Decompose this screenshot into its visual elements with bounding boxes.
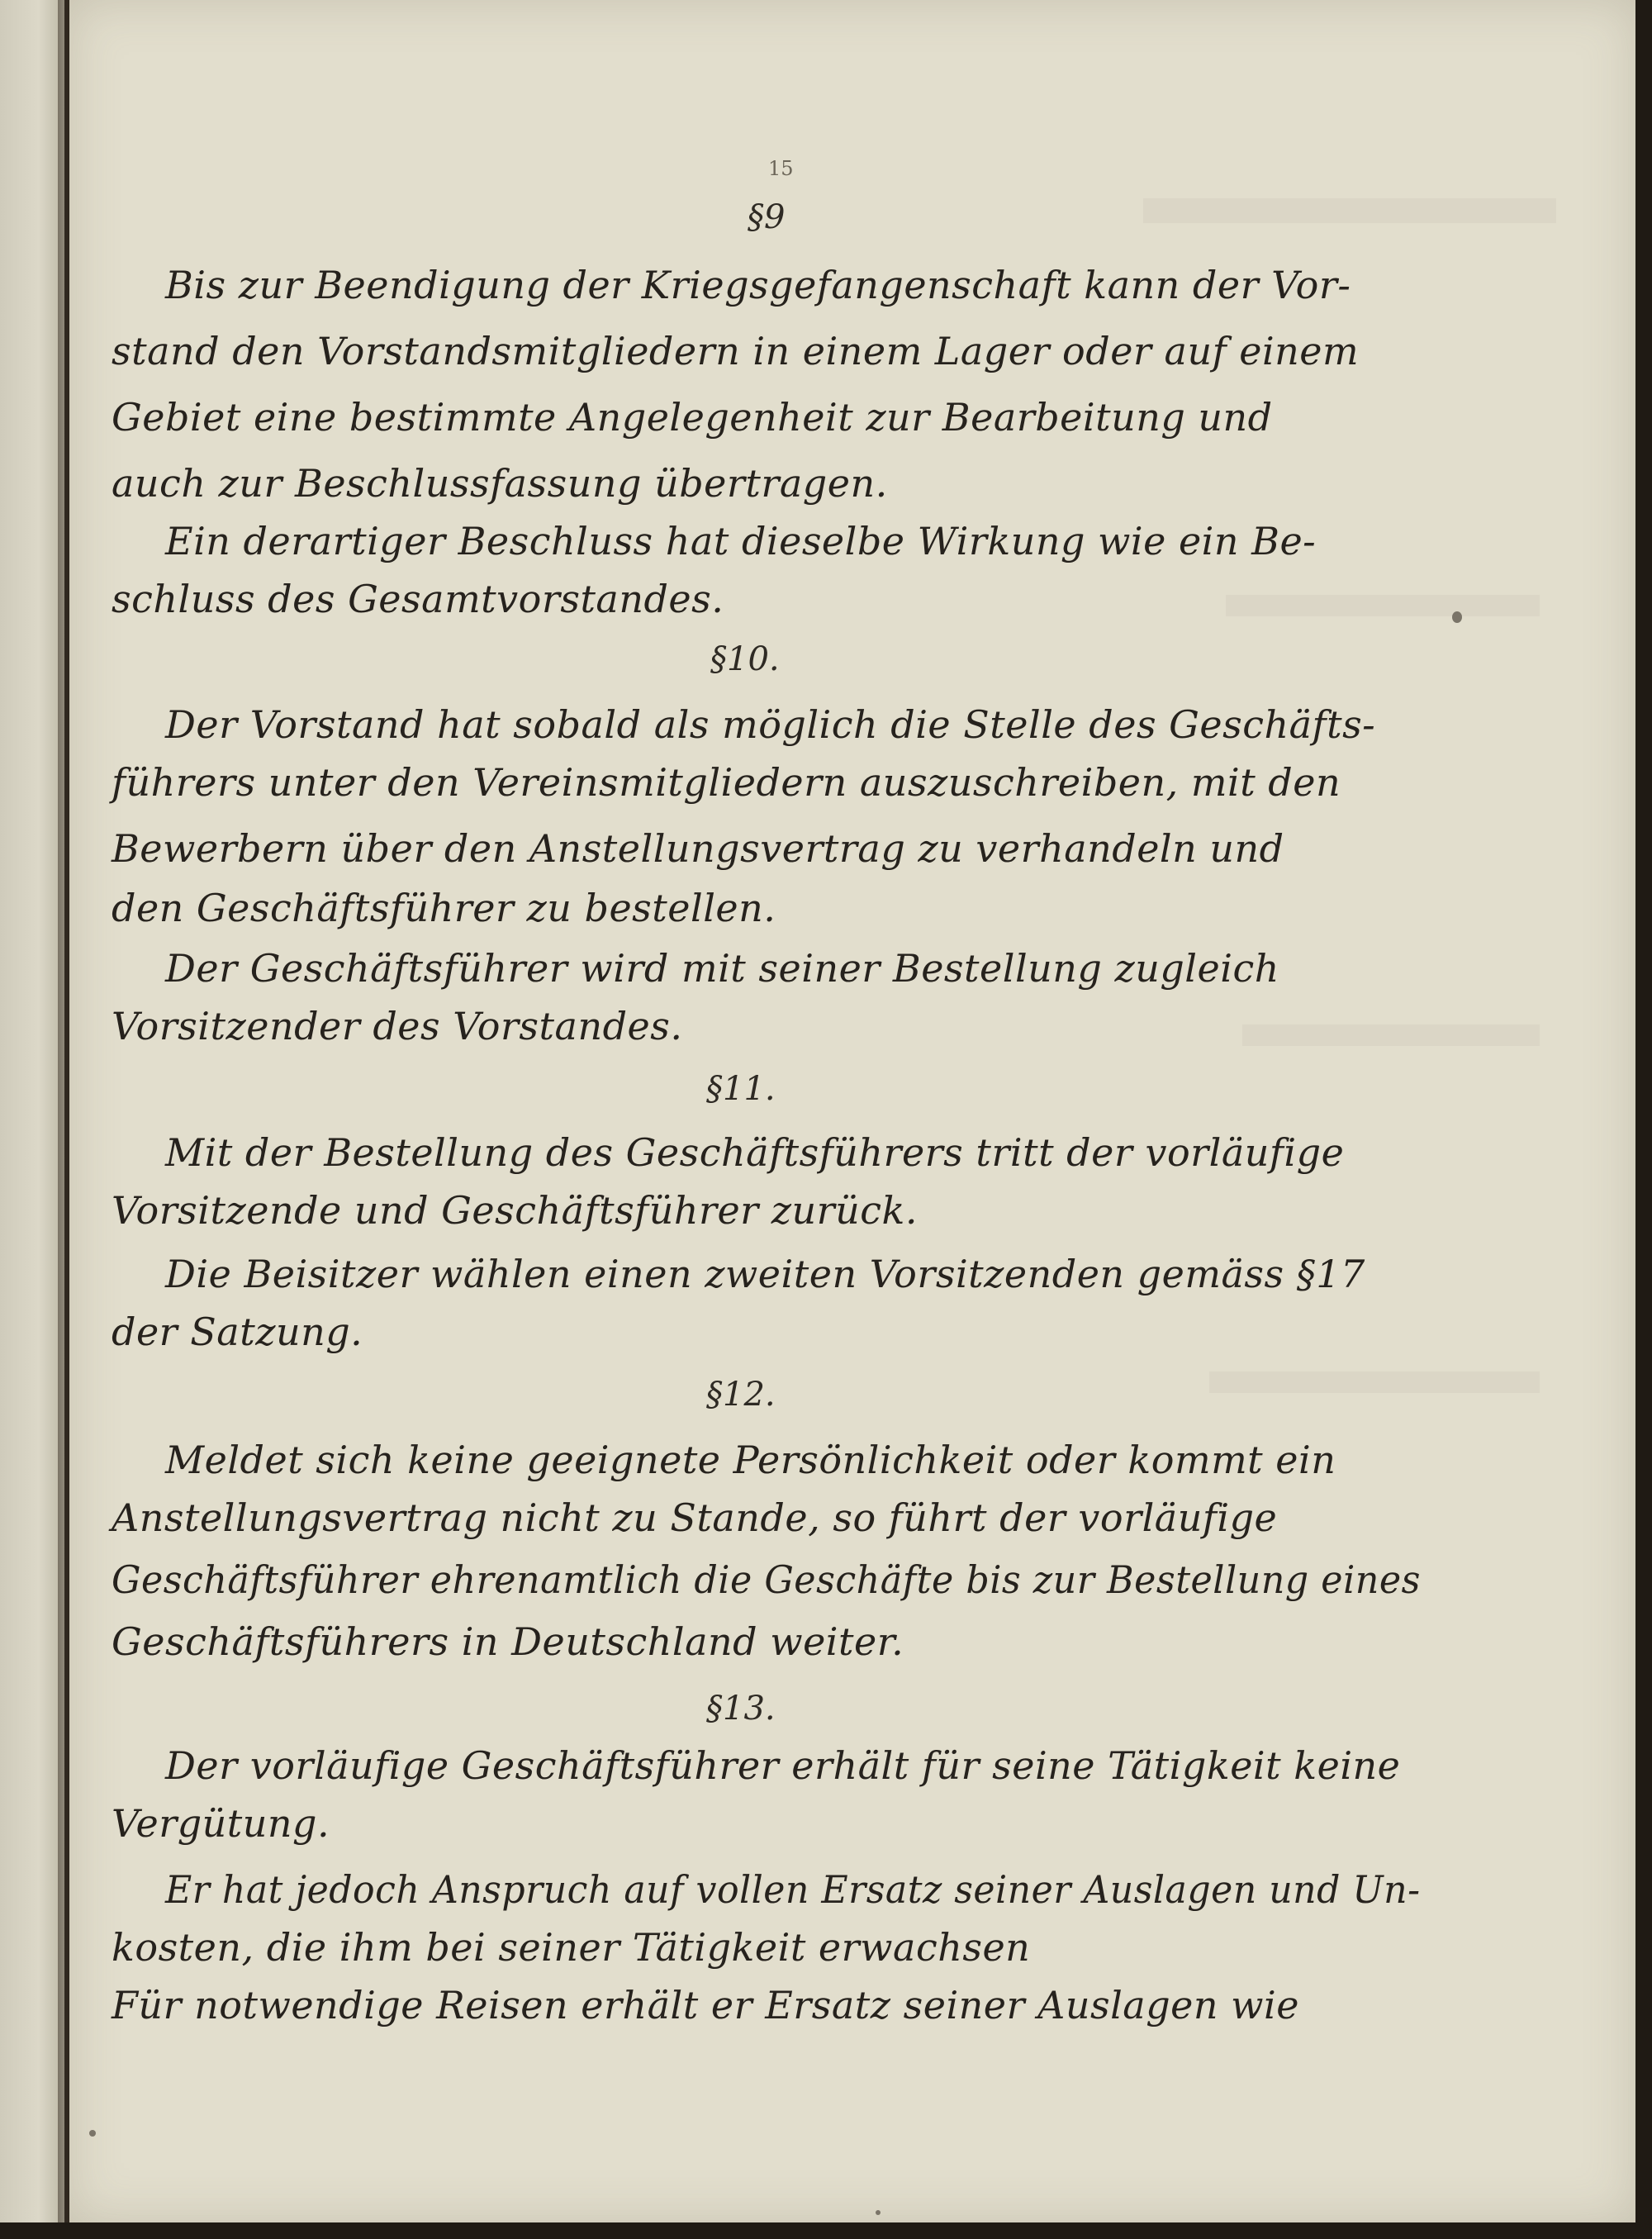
bleed-through-mark: [1209, 1371, 1540, 1393]
text-line: Geschäftsführer ehrenamtlich die Geschäfte bis zur Bestellung eines: [112, 1557, 1421, 1602]
page-number: 15: [768, 157, 794, 180]
bleed-through-mark: [1242, 1024, 1540, 1046]
text-line: Vorsitzende und Geschäftsführer zurück.: [112, 1188, 919, 1233]
text-line: Ein derartiger Beschluss hat dieselbe Wirkung wie ein Be-: [165, 519, 1317, 563]
ink-spot: [1452, 611, 1462, 623]
text-line: Vorsitzender des Vorstandes.: [112, 1004, 683, 1048]
ink-spot: [876, 2210, 881, 2215]
text-line: den Geschäftsführer zu bestellen.: [112, 886, 776, 930]
text-line: Bis zur Beendigung der Kriegsgefangenschaft kann der Vor-: [165, 263, 1351, 307]
text-line: Für notwendige Reisen erhält er Ersatz seiner Auslagen wie: [112, 1983, 1299, 2027]
text-line: Vergütung.: [112, 1801, 330, 1846]
text-line: Er hat jedoch Anspruch auf vollen Ersatz seiner Auslagen und Un-: [165, 1867, 1421, 1912]
bleed-through-mark: [1226, 595, 1540, 616]
text-line: Geschäftsführers in Deutschland weiter.: [112, 1619, 904, 1664]
text-line: auch zur Beschlussfassung übertragen.: [112, 461, 888, 506]
text-line: Der Vorstand hat sobald als möglich die Stelle des Geschäfts-: [165, 702, 1376, 747]
text-line: der Satzung.: [112, 1310, 363, 1354]
text-line: Gebiet eine bestimmte Angelegenheit zur Bearbeitung und: [112, 395, 1273, 440]
section-heading-11: §11.: [706, 1070, 776, 1108]
text-line: Der Geschäftsführer wird mit seiner Bestellung zugleich: [165, 946, 1279, 991]
scan-bottom-edge: [0, 2222, 1652, 2239]
section-heading-13: §13.: [706, 1690, 776, 1728]
bleed-through-mark: [1143, 198, 1556, 223]
text-line: Mit der Bestellung des Geschäftsführers tritt der vorläufige: [165, 1130, 1345, 1175]
text-line: Anstellungsvertrag nicht zu Stande, so führt der vorläufige: [112, 1495, 1278, 1540]
text-line: Der vorläufige Geschäftsführer erhält für seine Tätigkeit keine: [165, 1743, 1401, 1788]
section-heading-12: §12.: [706, 1376, 776, 1414]
text-line: Meldet sich keine geeignete Persönlichkeit oder kommt ein: [165, 1438, 1336, 1482]
text-line: Bewerbern über den Anstellungsvertrag zu verhandeln und: [112, 826, 1284, 871]
text-line: schluss des Gesamtvorstandes.: [112, 577, 724, 621]
left-page-edge: [0, 0, 64, 2239]
text-line: stand den Vorstandsmitgliedern in einem Lager oder auf einem: [112, 329, 1360, 373]
ink-spot: [89, 2130, 96, 2137]
section-heading-10: §10.: [710, 640, 780, 678]
section-heading-9: §9: [748, 198, 786, 236]
scan-right-edge: [1635, 0, 1652, 2239]
text-line: Die Beisitzer wählen einen zweiten Vorsitzenden gemäss §17: [165, 1252, 1365, 1296]
text-line: führers unter den Vereinsmitgliedern auszuschreiben, mit den: [112, 760, 1341, 805]
text-line: kosten, die ihm bei seiner Tätigkeit erwachsen: [112, 1925, 1031, 1970]
